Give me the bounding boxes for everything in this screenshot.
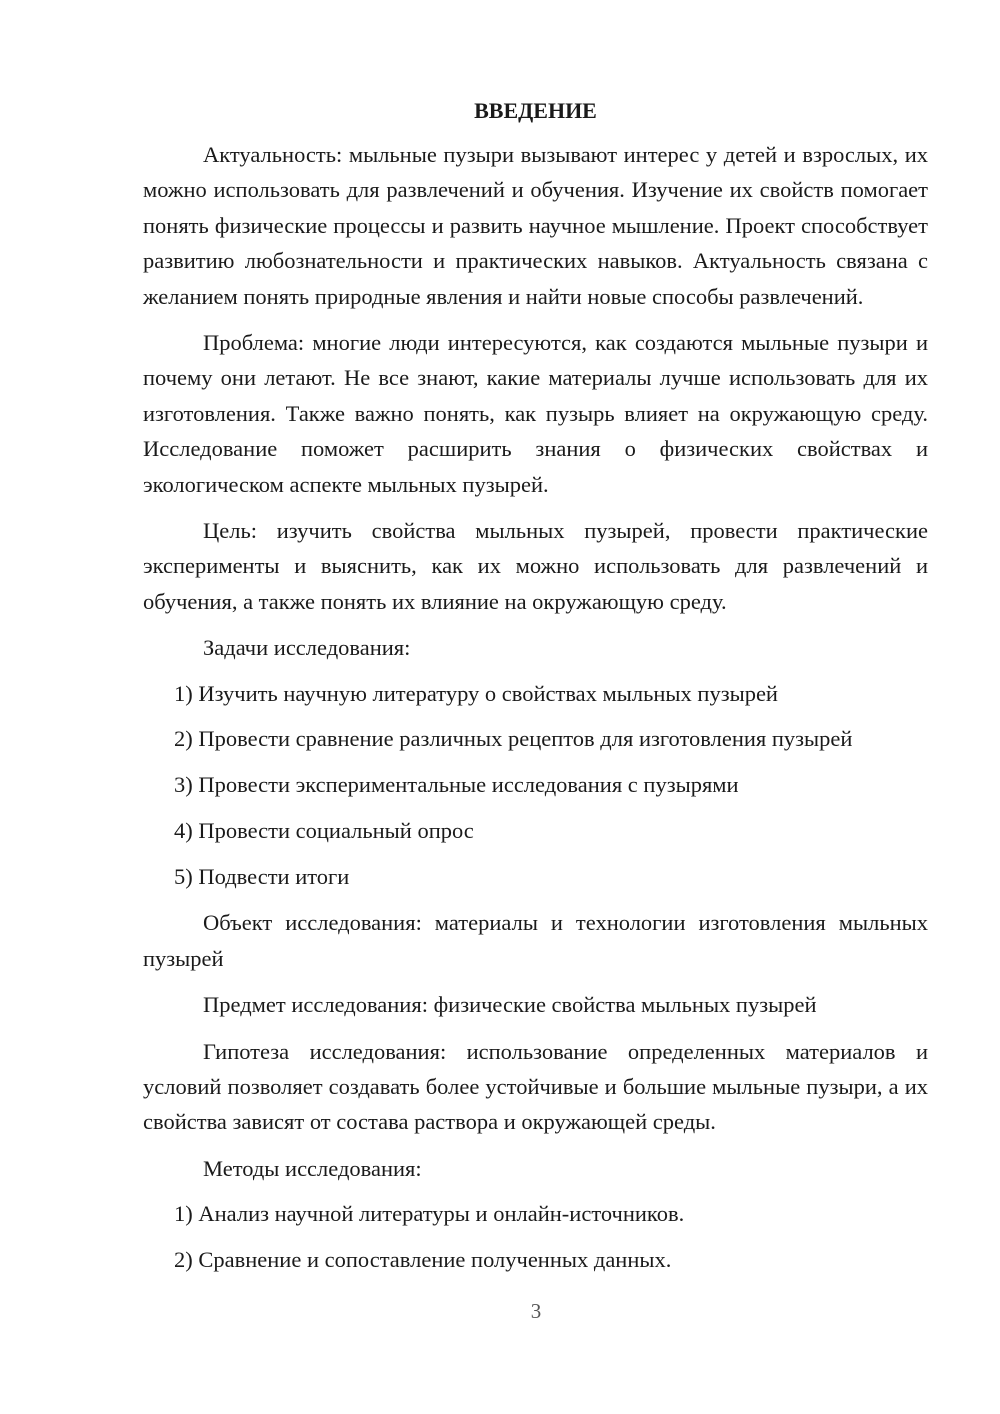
methods-list xyxy=(143,1196,928,1277)
methods-heading: Методы исследования: xyxy=(203,1155,422,1181)
tasks-list xyxy=(143,676,928,895)
paragraph-object: Объект исследования: материалы и технологии изготовления мыльных пузырей xyxy=(143,910,928,971)
task-item: 5) Подвести итоги xyxy=(174,863,350,889)
paragraph-hypothesis: Гипотеза исследования: использование определенных материалов и условий позволяет создавать более устойчивые и большие мыльные пузыри, а их свойства зависят от состава раствора и окружающей среды. xyxy=(143,1038,928,1135)
paragraph-goal: Цель: изучить свойства мыльных пузырей, провести практические эксперименты и выяснить, как их можно использовать для развлечений и обучения, а также понять их влияние на окружающую среду. xyxy=(143,518,928,614)
method-item: 1) Анализ научной литературы и онлайн-источников. xyxy=(174,1201,685,1227)
task-item: 4) Провести социальный опрос xyxy=(174,818,474,844)
paragraph-problem: Проблема: многие люди интересуются, как создаются мыльные пузыри и почему они летают. Не все знают, какие материалы лучше использовать для их изготовления. Также важно понять, как пузырь влияет на окружающую среду. Исследование поможет расширить знания о физических свойствах и экологическом аспекте мыльных пузырей. xyxy=(143,330,928,497)
tasks-heading: Задачи исследования: xyxy=(203,635,411,661)
page-title: ВВЕДЕНИЕ xyxy=(474,98,597,123)
task-item: 3) Провести экспериментальные исследования с пузырями xyxy=(174,772,739,798)
task-item: 2) Провести сравнение различных рецептов для изготовления пузырей xyxy=(174,726,853,752)
page-number: 3 xyxy=(530,1299,542,1323)
document-body xyxy=(143,96,928,1288)
paragraph-relevance: Актуальность: мыльные пузыри вызывают интерес у детей и взрослых, их можно использовать для развлечений и обучения. Изучение их свойств помогает понять физические процессы и развить научное мышление. Проект способствует развитию любознательности и практических навыков. Актуальность связана с желанием понять природные явления и найти новые способы развлечений. xyxy=(143,142,928,309)
paragraph-subject: Предмет исследования: физические свойства мыльных пузырей xyxy=(203,992,817,1018)
task-item: 1) Изучить научную литературу о свойствах мыльных пузырей xyxy=(174,680,778,706)
method-item: 2) Сравнение и сопоставление полученных данных. xyxy=(174,1246,672,1272)
